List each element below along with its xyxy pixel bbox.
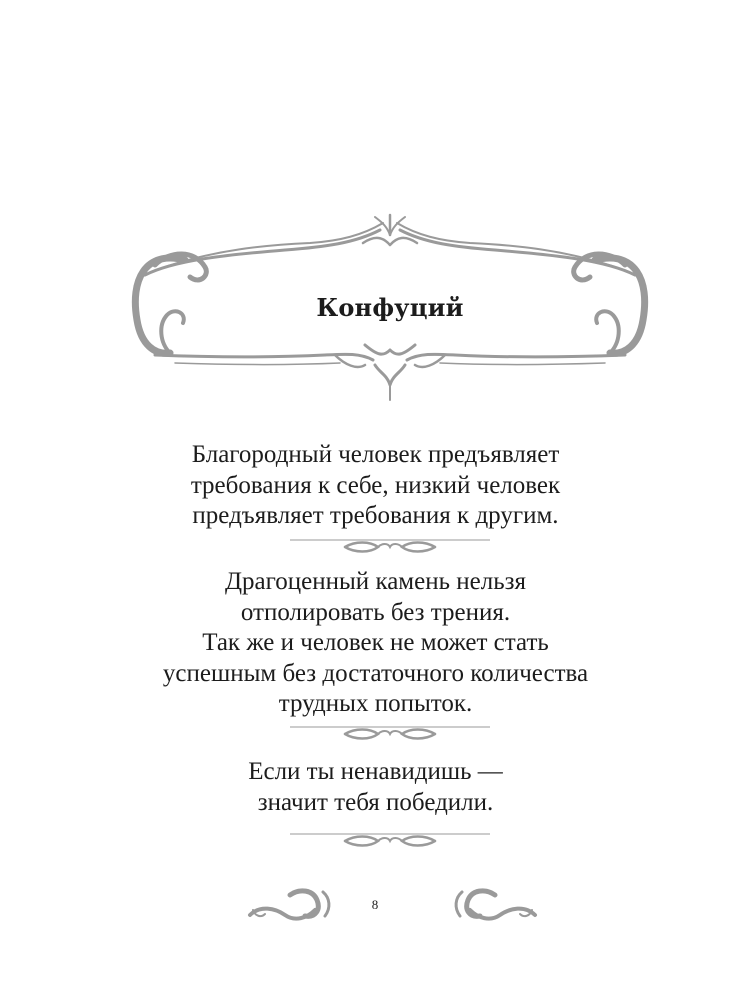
quote-line: Благородный человек предъявляет <box>191 441 560 468</box>
divider-ornament-icon <box>290 829 490 851</box>
quote-line: успешным без достаточного количества <box>162 659 589 687</box>
quote-line: Так же и человек не может стать <box>202 629 549 656</box>
quote-3 <box>100 757 651 818</box>
divider-ornament-icon <box>290 722 490 744</box>
quote-line: отполировать без трения. <box>240 598 511 626</box>
quote-line: трудных попыток. <box>278 690 473 717</box>
footer-left-flourish-icon <box>245 880 340 930</box>
quote-line: Драгоценный камень нельзя <box>225 568 526 595</box>
quote-1 <box>100 440 651 532</box>
quote-line: Если ты ненавидишь — <box>248 758 503 785</box>
quote-line: предъявляет требования к другим. <box>192 502 559 529</box>
page-number: 8 <box>371 897 379 912</box>
quote-line: значит тебя победили. <box>257 788 494 816</box>
quote-2 <box>100 567 651 720</box>
divider-ornament-icon <box>290 535 490 557</box>
footer-right-flourish-icon <box>445 880 540 930</box>
quote-line: требования к себе, низкий человек <box>190 471 561 499</box>
chapter-title: Конфуций <box>316 293 464 322</box>
title-frame <box>125 205 655 410</box>
